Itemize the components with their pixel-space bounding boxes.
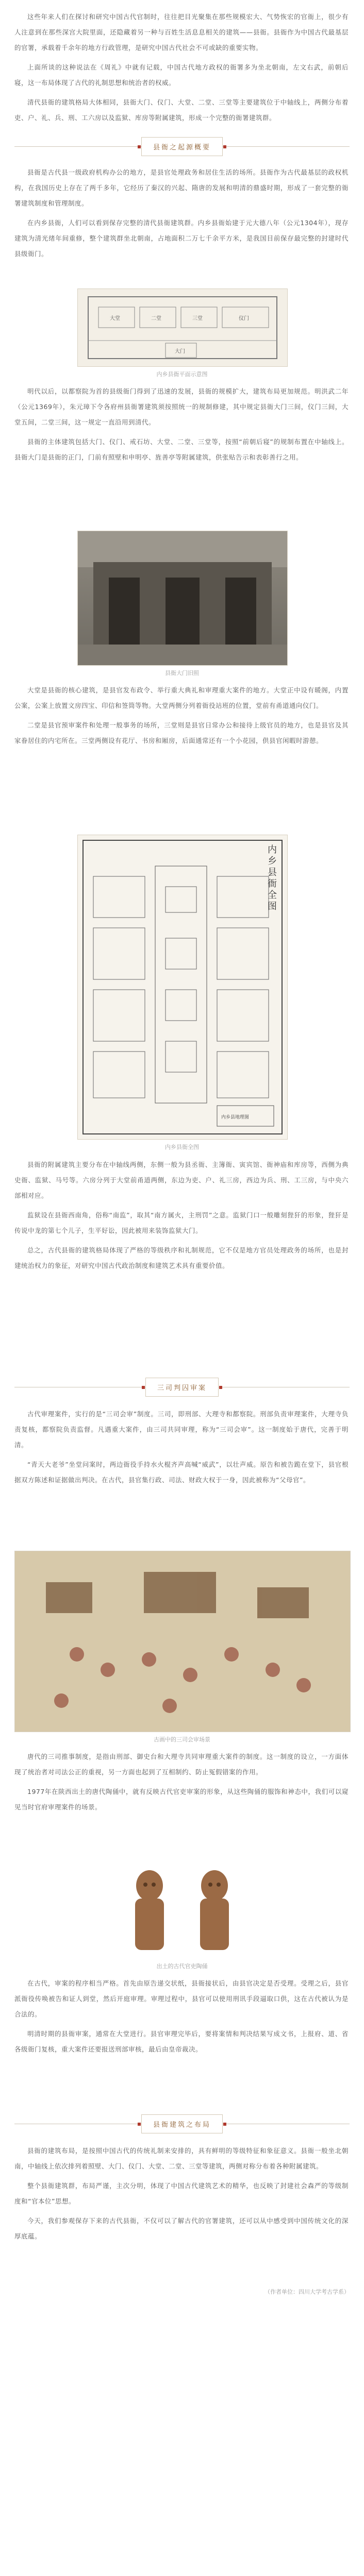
body-paragraph: 大堂是县衙的核心建筑，是县官发布政令、举行重大典礼和审理重大案件的地方。大堂正中设有暖阁，内置公案，公案上放置文房四宝、印信和签筒等物。大堂两侧分列着衙役站班的位置，堂前有甬道通向仪门。 — [14, 686, 349, 709]
trial-painting — [14, 1551, 351, 1732]
body-paragraph: 明代以后，以都察院为首的县级衙门得到了迅速的发展，县衙的规模扩大，建筑布局更加规范。明洪武二年（公元1369年），朱元璋下令各府州县衙署建筑须按照统一的规制修建，其中规定县衙大门三间，仪门三间，大堂五间，二堂三间，这一规定一直沿用到清代。 — [14, 387, 349, 426]
plan-label: 三堂 — [192, 316, 203, 321]
floor-plan-drawing — [78, 289, 287, 366]
body-paragraph: 县衙的建筑布局，是按照中国古代的传统礼制来安排的，具有鲜明的等级特征和象征意义。县衙一般坐北朝南，中轴线上依次排列着照壁、大门、仪门、大堂、二堂、三堂等建筑，两侧对称分布着各种附属建筑。 — [14, 2147, 349, 2170]
gate-illustration — [78, 531, 287, 665]
body-paragraph: 今天，我们参观保存下来的古代县衙，不仅可以了解古代的官署建筑，还可以从中感受到中国传统文化的深厚底蕴。 — [14, 2217, 349, 2240]
body-paragraph: 县衙的主体建筑包括大门、仪门、戒石坊、大堂、二堂、三堂等，按照“前朝后寝”的规制布置在中轴线上。县衙大门是县衙的正门，门前有照壁和申明亭、旌善亭等附属建筑，供张贴告示和表彰善行之用。 — [14, 438, 349, 461]
body-paragraph: 县衙的附属建筑主要分布在中轴线两侧，东侧一般为县丞衙、主簿衙、寅宾馆、衙神庙和库房等，西侧为典史衙、监狱、马号等。六房分列于大堂前甬道两侧，东边为吏、户、礼三房，西边为兵、刑、工三房，与中央六部相对应。 — [14, 1161, 349, 1199]
body-paragraph: 唐代的三司推事制度，是指由刑部、御史台和大理寺共同审理重大案件的制度。这一制度的设立，一方面体现了统治者对司法公正的重视，另一方面也起到了互相制约、防止冤假错案的作用。 — [14, 1753, 349, 1776]
section1-text-c — [14, 683, 349, 753]
section2-text-b — [14, 1749, 349, 1819]
author-footer: （作者单位：四川大学考古学系） — [264, 2289, 350, 2295]
floor-plan-figure — [77, 289, 288, 367]
county-map-figure — [77, 835, 288, 1140]
intro-paragraph: 这些年来人们在探讨和研究中国古代官制时，往往把目光聚集在那些规模宏大、气势恢宏的官衙上，很少有人注意到在那些深宫大院里面，还隐藏着另一种与百姓生活息息相关的建筑——县衙。县衙作为中国古代最基层的官署，承载着千余年的地方行政管理，是研究中国古代社会不可或缺的重要实物。 — [14, 13, 349, 52]
section2-text-c — [14, 1976, 349, 2061]
section2-text — [14, 1406, 349, 1492]
body-paragraph: 整个县衙建筑群，布局严谨，主次分明，体现了中国古代建筑艺术的精华，也反映了封建社会森严的等级制度和“官本位”思想。 — [14, 2182, 349, 2205]
body-paragraph: 二堂是县官预审案件和处理一般事务的场所，三堂则是县官日常办公和接待上级官员的地方，也是县官及其家眷居住的内宅所在。三堂两侧设有花厅、书房和厢房，后面通常还有一个小花园，供县官闲暇时游憩。 — [14, 721, 349, 744]
section-banner-origin — [14, 130, 350, 168]
intro-text — [14, 9, 349, 130]
figure-caption: 古画中的三司会审场景 — [154, 1736, 210, 1743]
figure-caption: 出土的古代官吏陶俑 — [156, 1963, 208, 1970]
body-paragraph: 1977年在陕西出土的唐代陶俑中，就有反映古代官吏审案的形象，从这些陶俑的服饰和神态中，我们可以窥见当时官府审理案件的场景。 — [14, 1788, 349, 1811]
section-title: 县衙之起源概要 — [141, 137, 223, 156]
figure-caption: 内乡县衙全图 — [165, 1144, 199, 1150]
map-title: 内乡县衙全图 — [266, 844, 277, 912]
body-paragraph: 在内乡县衙，人们可以看到保存完整的清代县衙建筑群。内乡县衙始建于元大德八年（公元1304年），现存建筑为清光绪年间重修，整个建筑群坐北朝南，占地面积二万七千余平方米，是我国目前保存最完整的封建时代县级衙门。 — [14, 219, 349, 258]
map-note: 内乡县地理图 — [221, 1115, 250, 1120]
figure-caption: 内乡县衙平面示意图 — [156, 371, 208, 378]
figure-caption: 县衙大门旧照 — [165, 670, 199, 676]
figurines-photo — [103, 1860, 261, 1958]
intro-paragraph: 上面所谈的这种说法在《周礼》中就有记载，中国古代地方政权的衙署多为坐北朝南，左文右武，前朝后寝，这一布局体现了古代的礼制思想和统治者的权威。 — [14, 63, 349, 87]
section-title: 三司判囚审案 — [145, 1378, 219, 1397]
gate-photo — [77, 531, 288, 666]
body-paragraph: “青天大老爷”坐堂问案时，两边衙役手持水火棍齐声高喊“威武”，以壮声威。原告和被告跪在堂下，县官根据双方陈述和证据做出判决。在古代，县官集行政、司法、财政大权于一身，因此被称为“父母官”。 — [14, 1461, 349, 1484]
plan-label: 大堂 — [110, 316, 120, 321]
painting-illustration — [15, 1551, 350, 1732]
plan-label: 大门 — [175, 349, 185, 354]
body-paragraph: 监狱设在县衙西南角，俗称“南监”，取其“南方属火，主刑罚”之意。监狱门口一般雕刻狴犴的形象，狴犴是传说中龙的第七个儿子，生平好讼，因此被用来装饰监狱大门。 — [14, 1211, 349, 1234]
intro-paragraph: 清代县衙的建筑格局大体相同，县衙大门、仪门、大堂、二堂、三堂等主要建筑位于中轴线上，两侧分布着吏、户、礼、兵、刑、工六房以及监狱、库房等附属建筑，形成一个完整的衙署建筑群。 — [14, 98, 349, 122]
county-map-drawing — [78, 835, 287, 1139]
body-paragraph: 县衙是古代县一级政府机构办公的地方，是县官处理政务和居住生活的场所。县衙作为古代最基层的政权机构，在我国历史上存在了两千多年，它经历了秦汉的兴起、隋唐的发展和明清的鼎盛时期，形成了一套完整的衙署建筑制度和管理制度。 — [14, 168, 349, 207]
body-paragraph: 在古代，审案的程序相当严格。首先由原告递交状纸，县衙接状后，由县官决定是否受理。受理之后，县官派衙役传唤被告和证人到堂，然后开庭审理。审理过程中，县官可以使用刑讯手段逼取口供，这在古代被认为是合法的。 — [14, 1979, 349, 2018]
section1-text-b — [14, 384, 349, 469]
body-paragraph: 古代审理案件，实行的是“三司会审”制度。三司，即刑部、大理寺和都察院。刑部负责审理案件，大理寺负责复核，都察院负责监督。凡遇重大案件，由三司共同审理，称为“三司会审”。这一制度始于唐代，完善于明清。 — [14, 1410, 349, 1449]
body-paragraph: 总之，古代县衙的建筑格局体现了严格的等级秩序和礼制规范，它不仅是地方官员处理政务的场所，也是封建统治权力的象征，对研究中国古代政治制度和建筑艺术具有重要价值。 — [14, 1246, 349, 1269]
section-banner-trial — [14, 1370, 350, 1409]
section-title: 县衙建筑之布局 — [141, 2114, 223, 2133]
plan-label: 二堂 — [151, 316, 161, 321]
figurines-illustration — [103, 1860, 261, 1958]
section3-text — [14, 2143, 349, 2248]
section1-text-d — [14, 1157, 349, 1278]
section-banner-layout — [14, 2107, 350, 2145]
section1-text — [14, 165, 349, 266]
body-paragraph: 明清时期的县衙审案，通常在大堂进行。县官审理完毕后，要将案情和判决结果写成文书，上报府、道、省各级衙门复核，重大案件还要报送刑部审核，最后由皇帝裁决。 — [14, 2030, 349, 2053]
plan-label: 仪门 — [239, 316, 249, 321]
